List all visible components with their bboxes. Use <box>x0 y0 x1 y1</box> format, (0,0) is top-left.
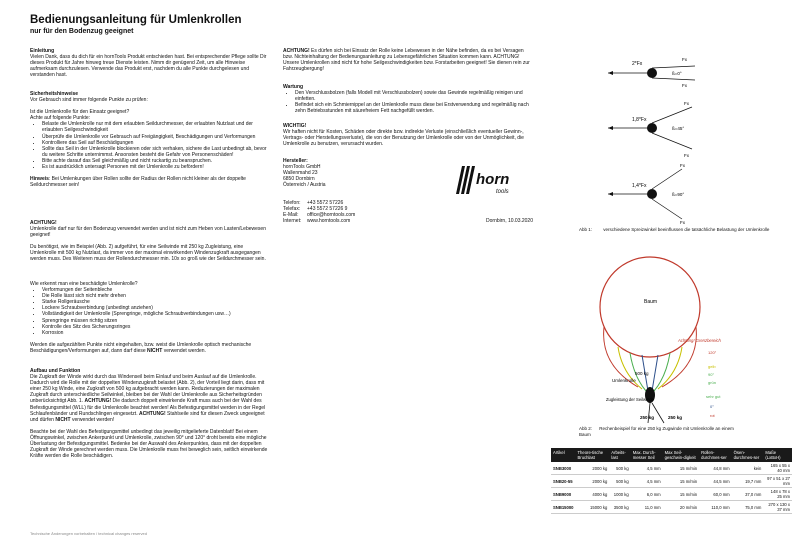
figure-1-caption <box>579 227 779 233</box>
table-cell: 44,8 mm <box>699 462 732 475</box>
damage-item: • Verformungen der Seitenbleche <box>42 287 268 293</box>
damage-text-c: verwendet werden. <box>162 347 206 354</box>
function-text-b: ACHTUNG! <box>84 398 112 405</box>
fig1-f-label: Fx <box>682 57 687 62</box>
table-cell: 6,0 mm <box>631 488 663 501</box>
table-cell: 500 kg <box>609 462 630 475</box>
table-cell: 37,0 mm <box>732 488 764 501</box>
function-heading: Aufbau und Funktion <box>30 368 81 374</box>
col-header: Max Seil-geschwin-digkeit <box>663 448 699 462</box>
fig1-force-label: 1,4*Fx <box>632 183 647 189</box>
pulley-icon <box>647 68 657 78</box>
safety-section <box>30 91 268 188</box>
pulley-icon <box>647 123 657 133</box>
important-heading: WICHTIG! <box>283 123 307 129</box>
damage-text-a: Werden die aufgezählten Punkte nicht eingehalten, bzw. weist die Umlenkrolle optisch mechanische Beschädigungen/Verformungen auf, dann darf diese <box>30 341 252 354</box>
table-cell: 20 m/min <box>663 501 699 514</box>
yellow-label: gelb <box>708 364 716 369</box>
hint-label: Hinweis <box>30 176 49 183</box>
table-cell: 2000 kg <box>576 475 610 488</box>
table-cell: 110,0 mm <box>699 501 732 514</box>
hint-text: : Bei Umlenkungen über Rollen sollte der Radius der Rollen nicht kleiner als der doppelte Seildurchmesser sein! <box>30 176 246 189</box>
table-row <box>551 475 792 488</box>
damage-item: • Sprengringe müssen richtig sitzen <box>42 318 268 324</box>
manufacturer-line: Österreich / Austria <box>283 182 326 189</box>
col-header: Rollen-durchmes-ser <box>699 448 732 462</box>
load-500-label: 500 kg <box>635 371 649 376</box>
table-cell: 15 m/min <box>663 488 699 501</box>
intro-text: Vielen Dank, dass du dich für ein hornTools Produkt entschieden hast. Bei entsprechender Pflege sollte Dir dieses Produkt für Jahre hinweg treue Dienste leisten. Nimm dir genügend Zeit, um alle Hinweise aufmerksam durchzulesen. Verwende das Produkt erst, nachdem du alle Punkte durchgelesen und verstanden hast. <box>30 54 267 79</box>
fig1-force-label: 1,8*Fx <box>632 117 647 123</box>
table-cell: 44,5 mm <box>699 475 732 488</box>
manufacturer-line: hornTools GmbH <box>283 164 321 171</box>
safety-item: • Überprüfe die Umlenkrolle vor Gebrauch auf Freigängigkeit, Beschädigungen und Verformungen <box>42 134 268 140</box>
fig1-row-45deg <box>608 101 692 158</box>
fig1-f-label: Fx <box>680 220 685 225</box>
table-cell: 11,0 mm <box>631 501 663 514</box>
damage-list <box>30 287 268 336</box>
table-cell: 1000 kg <box>609 488 630 501</box>
table-cell: 19,7 mm <box>732 475 764 488</box>
safety-item: • Sollte das Seil in der Umlenkrolle blockieren oder sich verhaken, sichere die Last unbedingt ab, bevor du weitere Schritte unternimmst. Ansonsten besteht die Gefahr von Personenschäden! <box>42 146 268 158</box>
contact-website[interactable]: www.horntools.com <box>307 218 351 225</box>
function-text-d: ACHTUNG! <box>138 410 166 417</box>
damage-item: • Lockere Schraubverbindung (unbedingt anziehen) <box>42 305 268 311</box>
table-cell: 165 x 55 x 40 mm <box>763 462 792 475</box>
col-header: Max. Durch-messer Seil <box>631 448 663 462</box>
safety-item: • Bitte achte darauf das Seil gleichmäßig und nicht ruckartig zu beanspruchen. <box>42 158 268 164</box>
col2-attention <box>283 48 533 72</box>
table-cell: 75,0 mm <box>732 501 764 514</box>
figure-2-caption <box>579 426 739 437</box>
safety-item: • Belaste die Umlenkrolle nur mit dem erlaubten Seildurchmesser, der erlaubten Nutzlast und der erlaubten Seilgeschwindigkeit <box>42 121 268 133</box>
table-cell: kein <box>732 462 764 475</box>
limit-label: Achtung! Grenzbereich <box>678 338 721 343</box>
damage-section <box>30 281 268 354</box>
table-cell: SNB3000 <box>551 462 576 475</box>
fig1-force-label: 2*Fx <box>632 61 643 67</box>
attention-section <box>30 220 268 263</box>
fig1-f-label: Fx <box>680 163 685 168</box>
safety-item: • Es ist ausdrücklich untersagt Personen mit der Umlenkrolle zu befördern! <box>42 164 268 170</box>
safety-list <box>30 121 268 170</box>
angle-0-label: 0° <box>710 404 714 409</box>
safety-question: Ist die Umlenkrolle für den Einsatz geeignet? <box>30 109 130 116</box>
table-row <box>551 501 792 514</box>
angle-120-label: 120° <box>708 350 717 355</box>
figure-2-tree-example <box>560 255 750 425</box>
maintenance-heading: Wartung <box>283 84 304 90</box>
function-text-e: Stahlseile sind für diesen Zweck ungeeignet und dürfen <box>30 410 265 423</box>
col-header: Maße (LxBxH) <box>763 448 792 462</box>
spec-table-header <box>551 448 792 462</box>
attention-heading: ACHTUNG! <box>30 220 57 226</box>
fig1-angle-label: ß=90° <box>672 192 685 197</box>
contact-label: Telefax: <box>283 206 301 213</box>
table-cell: 15000 kg <box>576 501 610 514</box>
attention-text: Umlenkrolle darf nur für den Bodenzug verwendet werden und ist nicht zum Heben von Lasten/Lebewesen geeignet! <box>30 226 266 239</box>
table-cell: 97 x 51 x 27 mm <box>763 475 792 488</box>
fig1-angle-label: ß=45° <box>672 126 685 131</box>
contact-section <box>283 200 443 224</box>
place-date: Dornbirn, 10.03.2020 <box>486 218 533 224</box>
table-cell: 60,0 mm <box>699 488 732 501</box>
manufacturer-line: 6850 Dornbirn <box>283 176 315 183</box>
contact-value: +43 5572 57226 <box>307 200 344 206</box>
safety-item: • Kontrolliere das Seil auf Beschädigungen <box>42 140 268 146</box>
col-header: Ösen-durchmes-ser <box>732 448 764 462</box>
table-cell: 148 x 78 x 25 mm <box>763 488 792 501</box>
col-header: Artikel <box>551 448 576 462</box>
table-cell: 270 x 130 x 37 mm <box>763 501 792 514</box>
important-section <box>283 123 533 147</box>
intro-heading: Einleitung <box>30 48 55 54</box>
table-cell: 3500 kg <box>609 501 630 514</box>
fig1-f-label: Fx <box>682 83 687 88</box>
table-cell: SNB20-55 <box>551 475 576 488</box>
logo-stripes <box>456 166 475 194</box>
figure-1-caption-label: Abb 1: <box>579 227 593 232</box>
contact-label: Internet: <box>283 218 302 225</box>
col2-attention-label: ACHTUNG! <box>283 48 310 54</box>
figure-2-caption-text: Rechenbeispiel für eine 250 kg Zugwinde mit Umlenkrolle an einem Baum <box>579 426 734 437</box>
table-cell: 2000 kg <box>576 462 610 475</box>
manufacturer-section <box>283 158 443 188</box>
contact-email[interactable]: office@horntools.com <box>307 212 356 219</box>
table-row <box>551 488 792 501</box>
function-text-a: Die Zugkraft der Winde wirkt durch das Windenseil beim Einlauf und beim Auslauf auf die Umlenkrolle. Dadurch wird die Rolle mit der doppelten Windenzugkraft belastet (Abb. 2), der Vorteil liegt darin, dass mit einer 250 kg Winde, eine Zugkraft von 500 kg aufgebracht werden kann. Reduzierungen der maximalen Zugkraft durch unterschiedliche Seilwinkel, bleiben bei der Wahl der Umlenkrolle aus Sicherheitsgründen unberücksichtigt Abb. 1. <box>30 374 265 405</box>
col-header: Theore-tische Bruchlast <box>576 448 610 462</box>
damage-text-b: NICHT <box>147 347 163 354</box>
load-250-left: 250 kg <box>640 415 655 420</box>
fig1-row-90deg <box>608 163 686 225</box>
logo-subtext: tools <box>496 189 509 195</box>
tree-label: Baum <box>644 299 658 305</box>
horntools-logo <box>452 160 522 202</box>
blue-angle-line <box>652 355 658 391</box>
attention-paragraph: Du benötigst, wie im Beispiel (Abb. 2) aufgeführt, für eine Seilwinde mit 250 kg Zugleistung, eine Umlenkrolle mit 500 kg Nutzlast, da immer von der maximal einwirkenden Windenzugkraft ausgegangen werden muss. Des Weiteren muss der Rollendurchmesser min. 10x so groß wie der Seildurchmesser sein. <box>30 244 266 263</box>
table-cell: 15 m/min <box>663 462 699 475</box>
contact-value: +43 5572 57226 9 <box>307 206 348 213</box>
safety-text: Vor Gebrauch sind immer folgende Punkte zu prüfen: <box>30 97 148 104</box>
table-cell: 15 m/min <box>663 475 699 488</box>
contact-label: E-Mail: <box>283 212 299 219</box>
table-cell: 4,5 mm <box>631 462 663 475</box>
col-header: Arbeits-last <box>609 448 630 462</box>
function-text-c: Die dadurch doppelt einwirkende Kraft muss auch bei der Wahl des Befestigungsmittel (WLL) für die Umlenkrolle beachtet werden! Als Befestigungsmittel werden in der Regel Schlaufenbänder und Rundschlingen eingesetzt. <box>30 398 266 417</box>
damage-item: • Kontrolle des Sitz des Sicherungsringes <box>42 324 268 330</box>
figure-2-caption-label: Abb 2: <box>579 426 593 431</box>
pulley-icon <box>647 189 657 199</box>
angle-90-label: 90° <box>708 372 715 377</box>
manufacturer-heading: Hersteller: <box>283 158 308 164</box>
fig1-angle-label: ß=0° <box>672 71 682 76</box>
pulley-label: Umlenkrolle <box>612 378 636 383</box>
maintenance-list <box>283 90 533 114</box>
logo-text: horn <box>476 171 510 188</box>
page-title: Bedienungsanleitung für Umlenkrollen <box>30 14 242 26</box>
red-label: rot <box>710 413 715 418</box>
fig1-row-0deg <box>608 57 695 88</box>
maintenance-section <box>283 84 533 114</box>
contact-label: Telefon: <box>283 200 301 206</box>
load-250-right: 250 kg <box>668 415 683 420</box>
fig1-f-label: Fx <box>684 101 689 106</box>
damage-item: • Korrosion <box>42 330 268 336</box>
rope-label: Zugleistung der Seilwinde <box>606 397 654 402</box>
table-cell: 500 kg <box>609 475 630 488</box>
figure-1-spread-angles <box>600 45 710 225</box>
maintenance-item: • Befindet sich ein Schmiernippel an der Umlenkrolle muss diese bei Erstverwendung und regelmäßig nach zehn Betriebsstunden mit säurefreiem Fett nachgefüllt werden. <box>295 102 533 114</box>
page-subtitle: nur für den Bodenzug geeignet <box>30 28 134 35</box>
function-text-g: verwendet werden! <box>70 416 115 423</box>
damage-item: • Die Rolle lässt sich nicht mehr drehen <box>42 293 268 299</box>
function-section <box>30 368 268 459</box>
table-cell: SNB9000 <box>551 488 576 501</box>
table-cell: SNB15000 <box>551 501 576 514</box>
damage-item: • Starke Rollgeräusche <box>42 299 268 305</box>
table-row <box>551 462 792 475</box>
function-paragraph-2: Beachte bei der Wahl des Befestigungsmittel unbedingt das jeweilig mitgelieferte Datenblatt! Bei einem Öffnungswinkel, zwischen Ankerpunkt und Umlenkrolle, zwischen 90° und 120° droht bereits eine mögliche Überlastung der Befestigungsmittel. Bedenke bei der Auswahl des Ankerpunktes, dass mit der doppelten Zugkraft der Winde gerechnet werden muss. Die Umlenkrolle muss frei beweglich sein, seitlich einwirkende Kräfte werden die Rolle beschädigen. <box>30 428 268 460</box>
spec-table <box>551 448 792 514</box>
figure-1-caption-text: verschiedene Spreizwinkel beeinflussen die tatsächliche Belastung der Umlenkrolle <box>603 227 770 232</box>
footer-note: Technische Änderungen vorbehalten / technical changes reserved <box>30 531 147 536</box>
function-text-f: NICHT <box>55 416 71 423</box>
fig1-f-label: Fx <box>684 153 689 158</box>
damage-item: • Vollständigkeit der Umlenkrolle (Sprengringe, mögliche Schraubverbindungen usw…) <box>42 311 268 317</box>
green-label: grün <box>708 380 717 385</box>
very-good-label: sehr gut <box>706 394 721 399</box>
safety-heading: Sicherheitshinweise <box>30 91 79 97</box>
table-cell: 4000 kg <box>576 488 610 501</box>
table-cell: 4,5 mm <box>631 475 663 488</box>
maintenance-item: • Den Verschlussbolzen (falls Modell mit Verschlussbolzen) sowie das Gewinde regelmäßig reinigen und einfetten. <box>295 90 533 102</box>
col2-attention-text: Es dürfen sich bei Einsatz der Rolle keine Lebewesen in der Nähe befinden, da es bei Versagen bzw. Nichteinhaltung der Bedienungsanleitung zu Lebensgefährlichen Situation kommen kann. ACHTUNG! Unsere Umlenkrollen sind nicht für hohe Seilgeschwindigkeiten bzw. Forstarbeiten geeignet! Sie dienen rein zur Fahrzeugbergung! <box>283 48 530 73</box>
intro-section <box>30 48 268 78</box>
important-text: Wir haften nicht für Kosten, Schäden oder direkte bzw. indirekte Verluste (einschließlich eventueller Gewinn-, Vertrags- oder Herstellungsverluste), die von der Benutzung der Umlenkrolle oder von der Unmöglichkeit, die Umlenkrolle zu benutzen, verursacht wurden. <box>283 129 524 148</box>
damage-question: Wie erkennt man eine beschädigte Umlenkrolle? <box>30 281 138 287</box>
manufacturer-line: Wallenmahd 23 <box>283 170 318 177</box>
safety-question-2: Achte auf folgende Punkte: <box>30 115 91 122</box>
